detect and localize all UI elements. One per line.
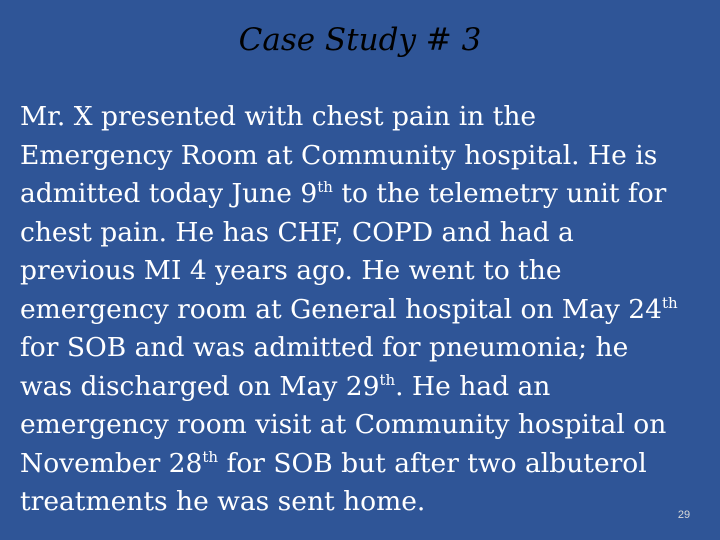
body-line — [20, 291, 710, 330]
text-run: . He had an — [395, 370, 551, 402]
body-line — [20, 483, 710, 522]
text-run: emergency room at General hospital on May 24 — [20, 293, 662, 325]
text-run: November 28 — [20, 447, 203, 479]
text-run: admitted today June 9 — [20, 178, 318, 209]
text-run: to the telemetry unit for — [332, 178, 667, 209]
text-run: treatments he was sent home. — [20, 486, 426, 517]
page-number: 29 — [677, 509, 691, 521]
text-run: for SOB but after two albuterol — [218, 447, 647, 479]
text-run: chest pain. He has CHF, COPD and had a — [20, 216, 574, 248]
text-run: Emergency Room at Community hospital. He is — [20, 139, 658, 171]
ordinal-superscript: th — [317, 178, 333, 196]
body-line — [20, 98, 710, 137]
body-line — [20, 406, 710, 445]
body-line — [20, 329, 710, 368]
body-line — [20, 137, 710, 176]
ordinal-superscript: th — [379, 370, 396, 389]
case-study-body — [20, 98, 710, 522]
text-run: was discharged on May 29 — [20, 370, 380, 402]
text-run: for SOB and was admitted for pneumonia; he — [20, 332, 629, 363]
body-line — [20, 445, 710, 484]
body-line — [20, 175, 710, 214]
text-run: previous MI 4 years ago. He went to the — [20, 255, 562, 286]
body-line — [20, 252, 710, 291]
slide-title: Case Study # 3 — [238, 22, 482, 58]
ordinal-superscript: th — [202, 447, 219, 466]
text-run: Mr. X presented with chest pain in the — [20, 101, 537, 132]
ordinal-superscript: th — [661, 293, 678, 312]
body-line — [20, 368, 710, 407]
body-line — [20, 214, 710, 253]
text-run: emergency room visit at Community hospital on — [20, 409, 667, 440]
